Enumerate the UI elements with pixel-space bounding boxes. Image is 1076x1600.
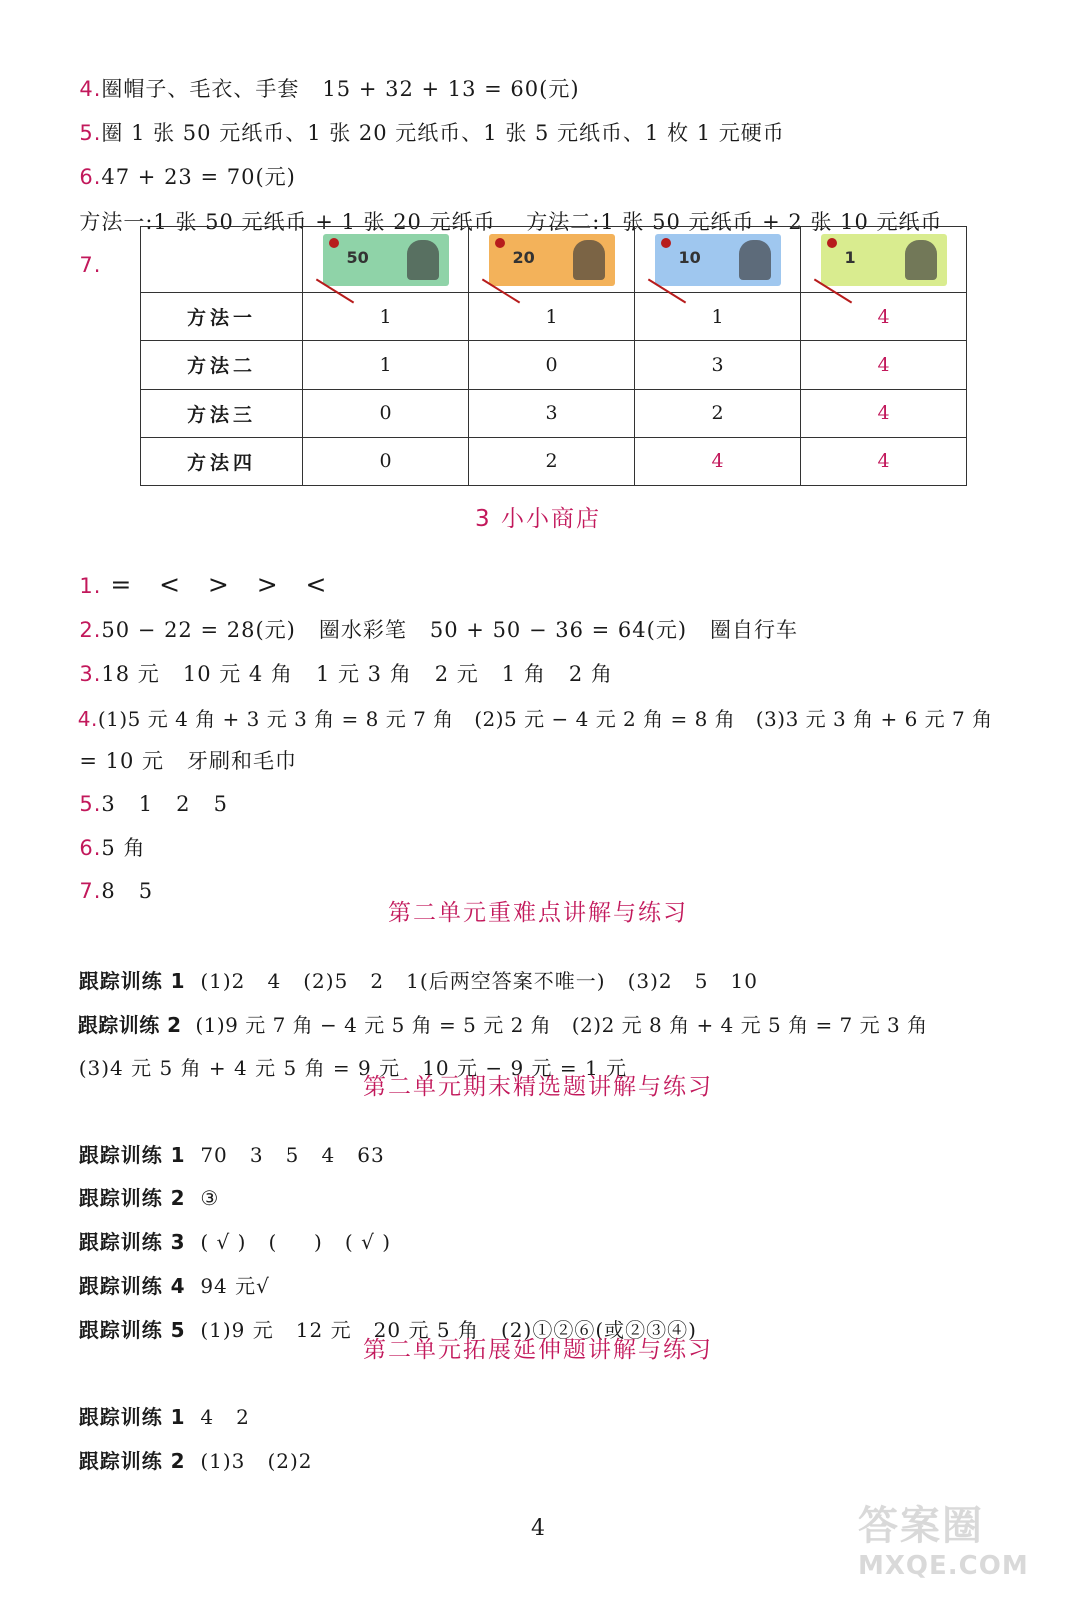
training-text: (1)3 (2)2 <box>185 1449 313 1473</box>
section-heading-shop: 3 小小商店 <box>475 506 601 532</box>
table-header-cell <box>303 227 469 293</box>
banknote-10-icon <box>655 234 781 286</box>
watermark-line-2: MXQE.COM <box>858 1551 1029 1581</box>
page-number: 4 <box>531 1516 545 1541</box>
banknote-1-icon <box>821 234 947 286</box>
item-number: 5. <box>79 792 102 816</box>
table-header-cell <box>801 227 967 293</box>
table-cell: 4 <box>635 437 801 485</box>
item-number: 1. <box>79 574 102 598</box>
item-number: 7. <box>79 879 102 903</box>
training-text: (1)9 元 12 元 20 元 5 角 (2)①②⑥(或②③④) <box>185 1318 697 1342</box>
portrait-icon <box>739 240 771 280</box>
answer-text: 方法一:1 张 50 元纸币 + 1 张 20 元纸币 方法二:1 张 50 元纸币 + 2 张 10 元纸币 <box>79 210 943 234</box>
table-cell: 4 <box>801 293 967 341</box>
table-cell: 1 <box>303 293 469 341</box>
emblem-icon <box>495 238 505 248</box>
answer-text: 5 角 <box>101 836 146 860</box>
answer-text: 18 元 10 元 4 角 1 元 3 角 2 元 1 角 2 角 <box>101 662 613 686</box>
table-row <box>141 437 967 485</box>
training-text: 94 元√ <box>185 1274 270 1298</box>
table-header-row <box>141 227 967 293</box>
row-label: 方法三 <box>141 389 303 437</box>
table-header-cell <box>469 227 635 293</box>
portrait-icon <box>573 240 605 280</box>
item-number: 4. <box>77 707 98 731</box>
table-cell: 4 <box>801 389 967 437</box>
portrait-icon <box>407 240 439 280</box>
table-row <box>141 341 967 389</box>
table-cell: 4 <box>801 437 967 485</box>
answer-text: 圈帽子、毛衣、手套 15 + 32 + 13 = 60(元) <box>101 77 580 101</box>
answer-text: = < > > < <box>101 570 328 599</box>
section-heading-extension: 第二单元拓展延伸题讲解与练习 <box>363 1337 713 1363</box>
table-cell: 0 <box>303 437 469 485</box>
training-label: 跟踪训练 1 <box>78 969 186 993</box>
bill-denomination: 20 <box>512 247 535 267</box>
item-number: 6. <box>79 836 102 860</box>
training-line <box>64 1416 313 1476</box>
item-number: 5. <box>79 121 102 145</box>
table-cell: 1 <box>469 293 635 341</box>
item-number: 2. <box>79 618 102 642</box>
item-number: 4. <box>79 77 102 101</box>
training-label: 跟踪训练 4 <box>78 1274 186 1298</box>
answer-text: 8 5 <box>101 879 154 903</box>
answer-text: 3 1 2 5 <box>101 792 228 816</box>
table-cell: 4 <box>801 341 967 389</box>
table-header-cell <box>635 227 801 293</box>
training-text: 4 2 <box>185 1405 250 1429</box>
training-label: 跟踪训练 3 <box>78 1230 186 1254</box>
portrait-icon <box>905 240 937 280</box>
training-label: 跟踪训练 2 <box>78 1449 186 1473</box>
training-text: ③ <box>185 1186 220 1210</box>
table-cell: 3 <box>469 389 635 437</box>
row-label: 方法一 <box>141 293 303 341</box>
training-label: 跟踪训练 1 <box>78 1405 186 1429</box>
bill-denomination: 50 <box>346 247 369 267</box>
bill-denomination: 10 <box>678 247 701 267</box>
table-cell: 0 <box>469 341 635 389</box>
training-text: (3)4 元 5 角 + 4 元 5 角 = 9 元 10 元 − 9 元 = 1 元 <box>78 1056 628 1080</box>
row-label: 方法二 <box>141 341 303 389</box>
row-label: 方法四 <box>141 437 303 485</box>
answer-text: 50 − 22 = 28(元) 圈水彩笔 50 + 50 − 36 = 64(元) 圈自行车 <box>101 618 799 642</box>
training-text: (1)9 元 7 角 − 4 元 5 角 = 5 元 2 角 (2)2 元 8 角 + 4 元 5 角 = 7 元 3 角 <box>181 1013 928 1037</box>
training-label: 跟踪训练 5 <box>78 1318 186 1342</box>
watermark-logo <box>858 1494 1038 1581</box>
emblem-icon <box>827 238 837 248</box>
emblem-icon <box>329 238 339 248</box>
answer-line-7 <box>64 220 101 280</box>
table-cell: 0 <box>303 389 469 437</box>
table-cell: 2 <box>469 437 635 485</box>
emblem-icon <box>661 238 671 248</box>
bill-denomination: 1 <box>844 247 856 267</box>
answer-text: 47 + 23 = 70(元) <box>101 165 296 189</box>
training-label: 跟踪训练 1 <box>78 1143 186 1167</box>
training-text: ( √ ) ( ) ( √ ) <box>185 1230 391 1254</box>
answer-text: = 10 元 牙刷和毛巾 <box>79 749 298 773</box>
answer-text: (1)5 元 4 角 + 3 元 3 角 = 8 元 7 角 (2)5 元 − 4 元 2 角 = 8 角 (3)3 元 3 角 + 6 元 7 角 <box>97 707 993 731</box>
training-text: 70 3 5 4 63 <box>185 1143 385 1167</box>
table-row <box>141 389 967 437</box>
table-cell: 3 <box>635 341 801 389</box>
banknote-50-icon <box>323 234 449 286</box>
training-text: (1)2 4 (2)5 2 1(后两空答案不唯一) (3)2 5 10 <box>185 969 758 993</box>
item-number: 7. <box>79 253 102 277</box>
money-combination-table <box>140 226 967 486</box>
section-heading-key-points: 第二单元重难点讲解与练习 <box>388 900 688 926</box>
item-number: 6. <box>79 165 102 189</box>
training-label: 跟踪训练 2 <box>78 1186 186 1210</box>
table-cell: 1 <box>635 293 801 341</box>
watermark-line-1: 答案圈 <box>858 1503 984 1549</box>
section-heading-final-exam: 第二单元期末精选题讲解与练习 <box>363 1074 713 1100</box>
training-label: 跟踪训练 2 <box>77 1013 182 1037</box>
table-corner-cell <box>141 227 303 293</box>
item-number: 3. <box>79 662 102 686</box>
table-row <box>141 293 967 341</box>
banknote-20-icon <box>489 234 615 286</box>
answer-text: 圈 1 张 50 元纸币、1 张 20 元纸币、1 张 5 元纸币、1 枚 1 元硬币 <box>101 121 785 145</box>
table-cell: 2 <box>635 389 801 437</box>
table-cell: 1 <box>303 341 469 389</box>
